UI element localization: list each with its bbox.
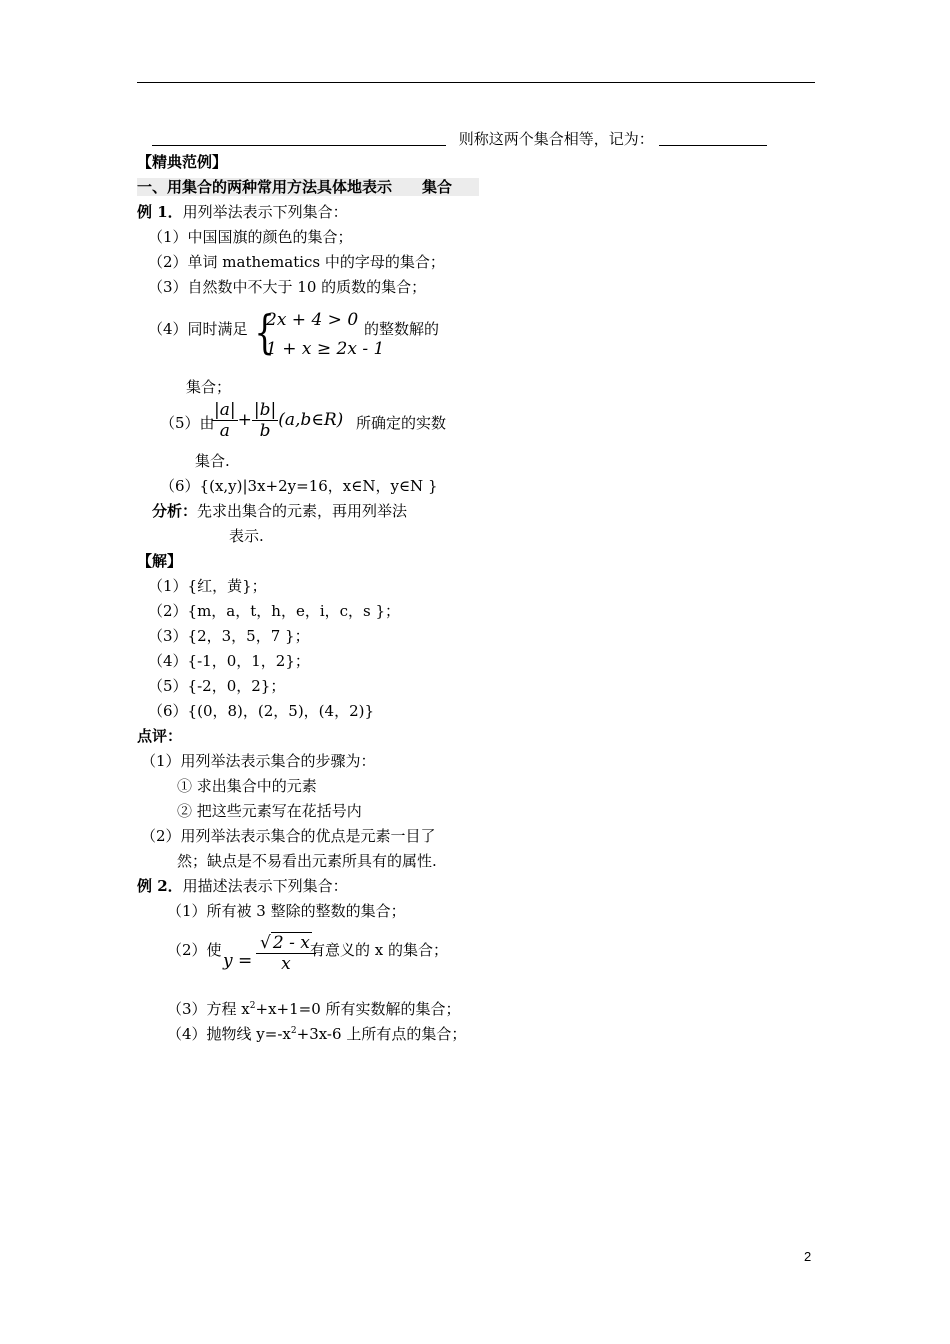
list-item: （5）由	[160, 414, 215, 432]
header-rule	[137, 82, 815, 83]
solution-item: （4）{-1，0，1，2}；	[148, 652, 310, 670]
inequality-2: 1 + x ≥ 2x - 1	[266, 339, 385, 359]
comment-line: ① 求出集合中的元素	[177, 777, 317, 795]
fill-blank[interactable]	[152, 131, 446, 146]
list-item: （1）中国国旗的颜色的集合；	[148, 228, 353, 246]
definition-text: 则称这两个集合相等，记为：	[458, 130, 654, 148]
inequality-1: 2x + 4 > 0	[266, 310, 359, 330]
formula-lhs: y =	[223, 951, 253, 971]
list-item-tail: 的整数解的	[364, 320, 440, 338]
sqrt-fraction: $\frac{√ 2 - x}{x}$	[256, 933, 316, 974]
list-item-cont: 集合.	[195, 452, 230, 470]
fill-blank[interactable]	[659, 131, 767, 146]
list-item: （6）{(x,y)|3x+2y=16，x∈N，y∈N }	[160, 477, 438, 495]
list-item: （2）使	[167, 941, 222, 959]
definition-line	[152, 130, 767, 148]
section-heading: 一、用集合的两种常用方法具体地表示 集合	[137, 178, 479, 196]
comment-line: （2）用列举法表示集合的优点是元素一目了	[141, 827, 436, 845]
example-2-prompt: 例 2．用描述法表示下列集合：	[137, 877, 348, 895]
list-item-tail: 有意义的 x 的集合；	[310, 941, 448, 959]
list-item-tail: 所确定的实数	[356, 414, 447, 432]
list-item: （4）抛物线 $y=-x^2+3x-6$ 上所有点的集合；	[167, 1025, 467, 1043]
example-1-prompt: 例 1．用列举法表示下列集合：	[137, 203, 348, 221]
list-item-cont: 集合；	[186, 378, 232, 396]
solution-item: （6）{(0，8)，(2，5)，(4，2)}	[148, 702, 375, 720]
solution-item: （1）{红，黄}；	[148, 577, 267, 595]
solution-label: 【解】	[137, 552, 183, 570]
list-item: （2）单词 mathematics 中的字母的集合；	[148, 253, 445, 271]
list-item: （3）方程 $x^2+x+1=0$ 所有实数解的集合；	[167, 1000, 461, 1018]
section-title: 【精典范例】	[137, 153, 228, 171]
list-item: （1）所有被 3 整除的整数的集合；	[167, 902, 406, 920]
solution-item: （3）{2，3，5，7 }；	[148, 627, 310, 645]
comment-label: 点评：	[137, 727, 183, 745]
analysis-cont: 表示.	[229, 527, 264, 545]
list-item: （4）同时满足	[148, 320, 248, 338]
page-number: 2	[804, 1249, 812, 1264]
list-item: （3）自然数中不大于 10 的质数的集合；	[148, 278, 427, 296]
analysis: 分析：先求出集合的元素，再用列举法	[152, 502, 408, 520]
comment-line: （1）用列举法表示集合的步骤为：	[141, 752, 376, 770]
brace-symbol: {	[254, 305, 275, 359]
comment-line: 然；缺点是不易看出元素所具有的属性.	[177, 852, 437, 870]
solution-item: （2）{m，a，t，h，e，i，c，s }；	[148, 602, 401, 620]
formula-5: $\frac{|a|}{a}$ + $\frac{|b|}{b}$ (a,b∈R)	[214, 400, 344, 441]
comment-line: ② 把这些元素写在花括号内	[177, 802, 362, 820]
solution-item: （5）{-2，0，2}；	[148, 677, 286, 695]
